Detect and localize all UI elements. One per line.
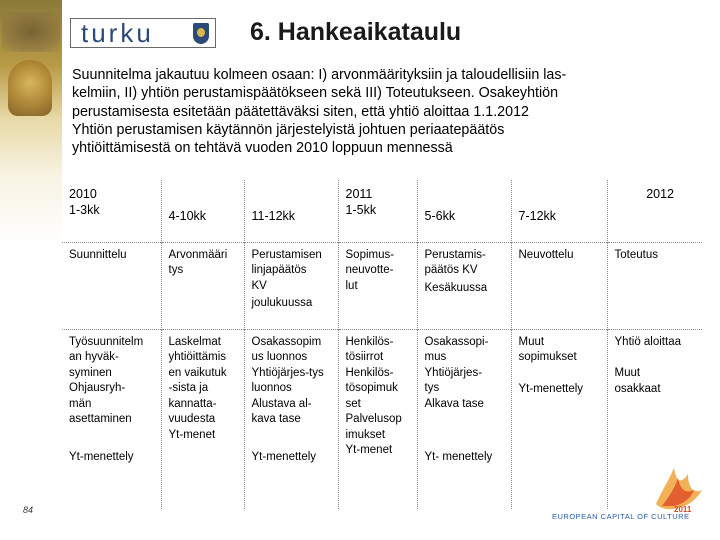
cell-text: Henkilös- <box>345 335 394 348</box>
header-year: 2011 <box>345 187 373 201</box>
cell-text: Osakassopi- <box>424 335 489 348</box>
cell-text: Toteutus <box>614 248 658 261</box>
cell-text: tys <box>424 382 440 394</box>
table-row <box>62 329 702 509</box>
cell-text: Neuvottelu <box>518 248 574 261</box>
table-row <box>62 242 702 329</box>
cell-text: kava tase <box>251 413 301 425</box>
header-period: 1-3kk <box>69 202 100 217</box>
cell-text: män <box>69 397 92 410</box>
decorative-ornament-top <box>2 12 60 52</box>
cell-text: kannatta- <box>168 397 217 410</box>
cell-text: joulukuussa <box>251 297 313 309</box>
cell-text: us luonnos <box>251 351 308 363</box>
cell-text: Yt- menettely <box>424 451 493 463</box>
cell-text: Arvonmääri <box>168 248 228 261</box>
cell-text: set <box>345 397 361 410</box>
decorative-side-strip <box>0 0 62 540</box>
cell-text: Yt-menettely <box>518 382 584 395</box>
header-cell <box>244 180 338 242</box>
table-cell <box>244 329 338 509</box>
cell-text: lut <box>345 279 358 292</box>
table-cell <box>62 329 161 509</box>
table-header-row <box>62 180 702 242</box>
cell-text: tys <box>168 264 184 276</box>
cell-text: tösiirrot <box>345 351 384 363</box>
cell-text: Henkilös- <box>345 366 394 379</box>
header-cell <box>607 180 702 242</box>
ecoc-text: EUROPEAN CAPITAL OF CULTURE <box>552 512 690 521</box>
header-period: 7-12kk <box>518 209 557 223</box>
cell-text: Yhtiöjärjes-tys <box>251 366 324 379</box>
header-period: 1-5kk <box>345 202 377 217</box>
table-cell <box>338 242 417 329</box>
cell-text: Suunnittelu <box>69 248 127 261</box>
header-period: 5-6kk <box>424 209 456 223</box>
cell-text: asettaminen <box>69 413 132 425</box>
cell-text: Sopimus- <box>345 248 395 261</box>
cell-text: Palvelusop <box>345 413 402 425</box>
cell-text: Yt-menet <box>345 444 393 456</box>
table-cell <box>161 242 244 329</box>
cell-text: Laskelmat <box>168 335 221 348</box>
cell-text: Perustamis- <box>424 248 486 261</box>
crest-icon <box>193 23 209 44</box>
cell-text: -sista ja <box>168 382 209 394</box>
cell-text: Alustava al- <box>251 397 312 410</box>
cell-text: vuudesta <box>168 413 216 425</box>
cell-text: Työsuunnitelm <box>69 335 144 348</box>
header-cell <box>62 180 161 242</box>
cell-text: Yhtiöjärjes- <box>424 366 483 379</box>
header-year: 2012 <box>646 187 674 201</box>
header-cell <box>417 180 511 242</box>
table-cell <box>511 242 607 329</box>
turku-logo <box>70 18 216 48</box>
cell-text: osakkaat <box>614 382 661 395</box>
decorative-ornament <box>8 60 52 116</box>
table-cell <box>338 329 417 509</box>
intro-line: kelmiin, II) yhtiön perustamispäätökseen sekä III) Toteutukseen. Osakeyhtiön <box>72 85 559 102</box>
cell-text: päätös KV <box>424 264 478 276</box>
header-period: 4-10kk <box>168 209 207 223</box>
header-cell <box>161 180 244 242</box>
intro-paragraph <box>72 66 692 157</box>
header-cell <box>338 180 417 242</box>
table-cell <box>417 329 511 509</box>
intro-line: perustamisesta esitetään päätettäväksi siten, että yhtiö aloittaa 1.1.2012 <box>72 103 529 120</box>
header-year: 2010 <box>69 187 97 201</box>
cell-text: linjapäätös <box>251 264 307 276</box>
cell-text: syminen <box>69 366 112 379</box>
table-cell <box>417 242 511 329</box>
cell-text: Alkava tase <box>424 397 484 410</box>
logo-text: turku <box>81 18 154 48</box>
table-cell <box>607 242 702 329</box>
intro-line: Suunnitelma jakautuu kolmeen osaan: I) arvonmäärityksiin ja taloudellisiin las- <box>72 67 567 83</box>
cell-text: yhtiöittämis <box>168 351 227 363</box>
header-period: 11-12kk <box>251 209 296 223</box>
cell-text: imukset <box>345 428 386 441</box>
table-cell <box>511 329 607 509</box>
cell-text: Muut <box>518 335 545 348</box>
cell-text: en vaikutuk <box>168 366 227 379</box>
cell-text: sopimukset <box>518 351 577 363</box>
intro-line: Yhtiön perustamisen käytännön järjestelyistä johtuen periaatepäätös <box>72 121 505 138</box>
cell-text: Ohjausryh- <box>69 382 126 394</box>
cell-text: Yt-menettely <box>251 450 317 463</box>
table-cell <box>62 242 161 329</box>
cell-text: neuvotte- <box>345 264 394 276</box>
table-cell <box>161 329 244 509</box>
intro-line: yhtiöittämisestä on tehtävä vuoden 2010 loppuun mennessä <box>72 140 453 157</box>
cell-text: Kesäkuussa <box>424 281 488 294</box>
page-title: 6. Hankeaikataulu <box>250 18 462 46</box>
schedule-table <box>62 180 702 509</box>
cell-text: tösopimuk <box>345 382 398 394</box>
cell-text: KV <box>251 279 267 292</box>
cell-text: Yhtiö aloittaa <box>614 335 681 348</box>
page-number: 84 <box>23 505 34 515</box>
cell-text: mus <box>424 351 447 363</box>
header-cell <box>511 180 607 242</box>
cell-text: luonnos <box>251 382 292 394</box>
cell-text: Yt-menet <box>168 428 216 441</box>
cell-text: Yt-menettely <box>69 450 134 463</box>
ecoc-year: 2011 <box>674 505 692 514</box>
cell-text: Perustamisen <box>251 248 322 261</box>
cell-text: Muut <box>614 367 641 379</box>
table-cell <box>244 242 338 329</box>
cell-text: an hyväk- <box>69 351 119 363</box>
cell-text: Osakassopim <box>251 335 322 348</box>
